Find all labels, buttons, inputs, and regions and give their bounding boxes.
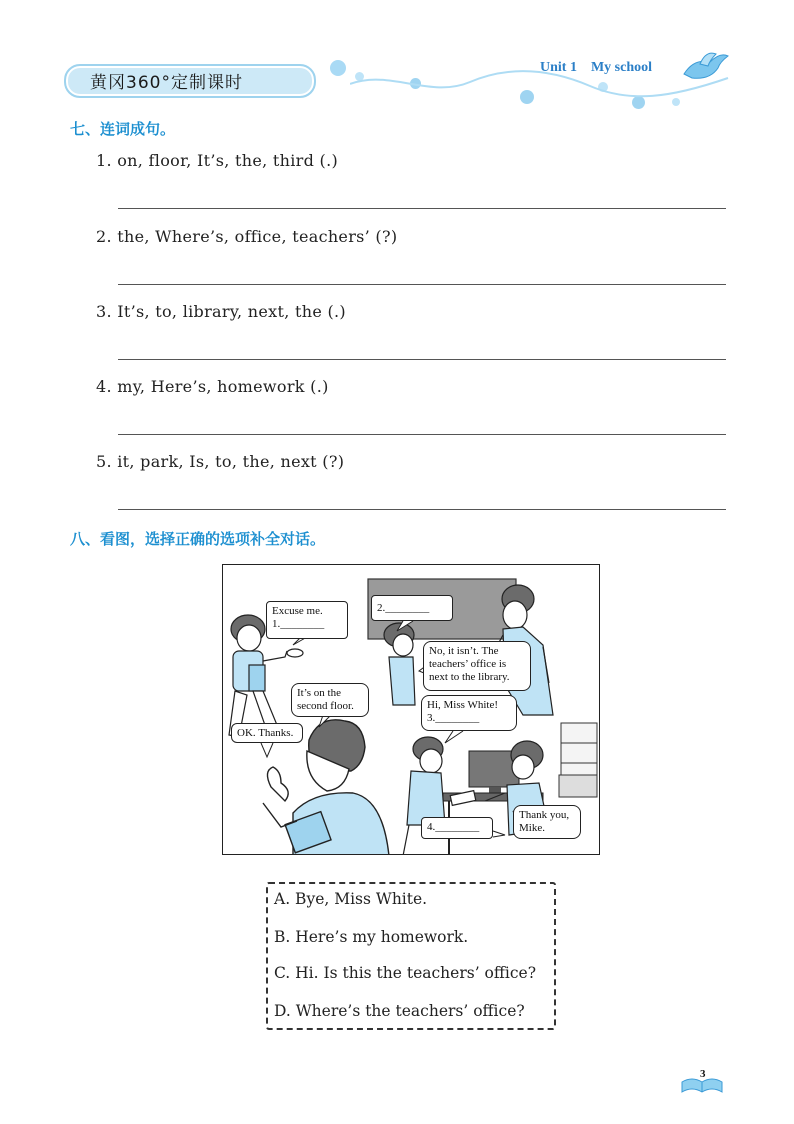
bubble-2-blank[interactable]: 2.________ <box>377 602 430 614</box>
speech-bubble-7 <box>421 817 493 839</box>
bubble-4-line-1: It’s on the <box>297 687 341 699</box>
bubble-3-line-2: teachers’ office is <box>429 658 507 670</box>
speech-bubble-1 <box>266 601 348 639</box>
speech-bubble-4 <box>291 683 369 717</box>
bubble-8-line-1: Thank you, <box>519 809 570 821</box>
section-7-title: 七、连词成句。 <box>70 120 176 138</box>
bubble-3-line-1: No, it isn’t. The <box>429 645 499 657</box>
bubble-3-line-3: next to the library. <box>429 671 510 683</box>
answer-line-5[interactable] <box>118 509 726 510</box>
book-title: 黄冈360°定制课时 <box>90 73 243 93</box>
question-3: 3. It’s, to, library, next, the (.) <box>96 302 346 321</box>
boy-middle <box>384 623 415 705</box>
speech-bubble-3 <box>423 641 531 691</box>
bird-icon <box>680 48 730 86</box>
option-b[interactable]: B. Here’s my homework. <box>274 928 469 946</box>
speech-bubble-5 <box>231 723 303 743</box>
bubble-1-blank[interactable]: 1.________ <box>272 618 325 630</box>
bubble-1-line-1: Excuse me. <box>272 605 323 617</box>
question-4: 4. my, Here’s, homework (.) <box>96 377 329 396</box>
option-d[interactable]: D. Where’s the teachers’ office? <box>274 1002 525 1020</box>
bubble-7-blank[interactable]: 4.________ <box>427 821 480 833</box>
bubble-4-line-2: second floor. <box>297 700 354 712</box>
unit-number: Unit 1 <box>540 60 577 75</box>
speech-bubble-8 <box>513 805 581 839</box>
question-1: 1. on, floor, It’s, the, third (.) <box>96 151 339 170</box>
unit-name: My school <box>590 60 653 75</box>
answer-line-2[interactable] <box>118 284 726 285</box>
question-2: 2. the, Where’s, office, teachers’ (?) <box>96 227 398 246</box>
bubble-8-line-2: Mike. <box>519 822 545 834</box>
option-c[interactable]: C. Hi. Is this the teachers’ office? <box>274 964 537 982</box>
answer-line-1[interactable] <box>118 208 726 209</box>
option-a[interactable]: A. Bye, Miss White. <box>274 890 428 908</box>
speech-bubble-2 <box>371 595 453 621</box>
dialogue-picture <box>222 564 600 855</box>
answer-line-3[interactable] <box>118 359 726 360</box>
bubble-6-blank[interactable]: 3.________ <box>427 712 480 724</box>
unit-label <box>540 60 652 76</box>
page-number: 3 <box>700 1068 706 1080</box>
question-5: 5. it, park, Is, to, the, next (?) <box>96 452 345 471</box>
section-8-title: 八、看图，选择正确的选项补全对话。 <box>70 530 326 548</box>
bubble-6-line-1: Hi, Miss White! <box>427 699 498 711</box>
answer-line-4[interactable] <box>118 434 726 435</box>
bubble-5-text: OK. Thanks. <box>237 727 294 739</box>
speech-bubble-6 <box>421 695 517 731</box>
